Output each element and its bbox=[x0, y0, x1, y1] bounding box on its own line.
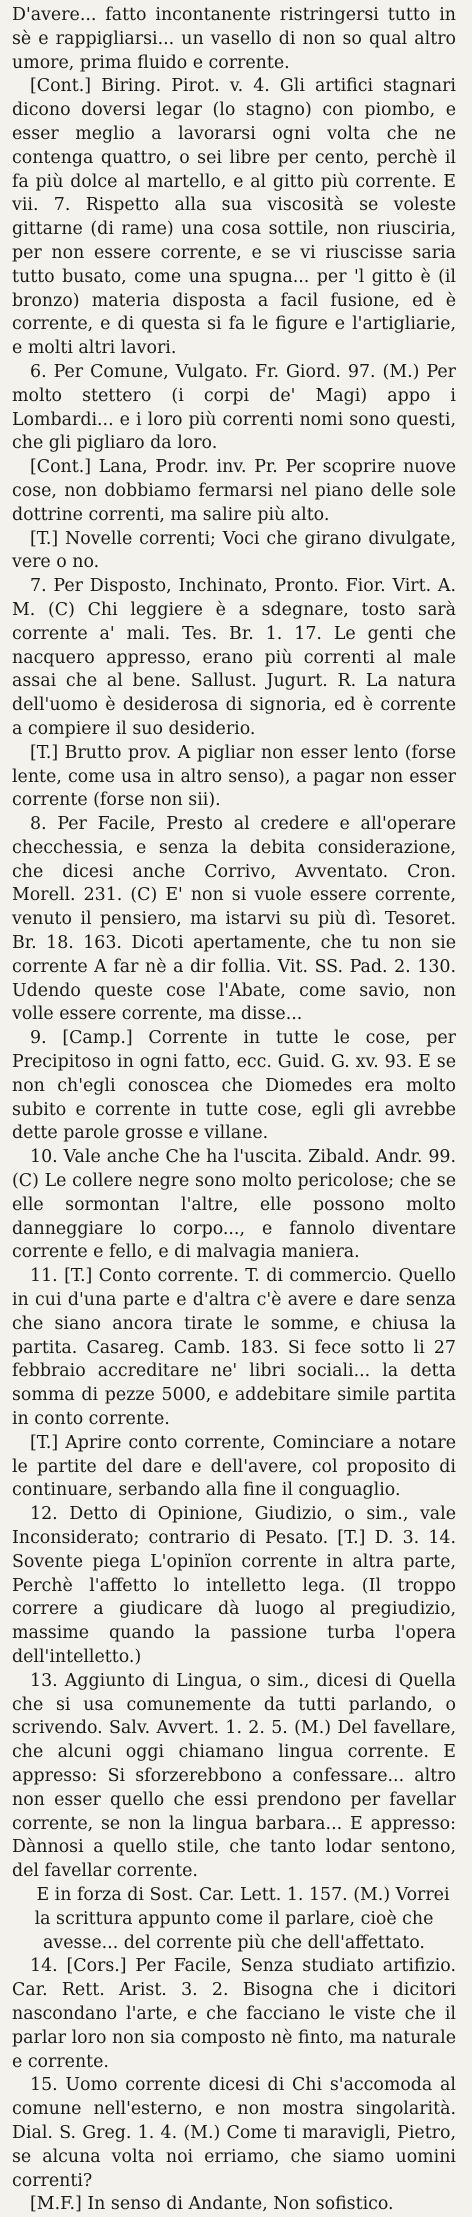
entry-6: 6. Per Comune, Vulgato. Fr. Giord. 97. (M.) Per molto stettero (i corpi de' Magi) appo i Lombardi... e i loro più correnti nomi sono questi, che gli pigliaro da loro. bbox=[12, 361, 456, 454]
entry-15: 15. Uomo corrente dicesi di Chi s'accomoda al comune nell'esterno, e non mostra singolarità. Dial. S. Greg. 1. 4. (M.) Come ti maravigli, Pietro, se alcuna volta noi erriamo, che siamo uomini correnti? bbox=[12, 2075, 456, 2191]
entry-10: 10. Vale anche Che ha l'uscita. Zibald. Andr. 99. (C) Le collere negre sono molto pericolose; che se elle sormontan l'altre, elle possono molto danneggiare lo corpo..., e fannolo diventare corrente e fello, e di malvagia maniera. bbox=[12, 1147, 456, 1263]
text-paragraph-18: [M.F.] In senso di Andante, Non sofistico. bbox=[30, 2194, 394, 2215]
entry-9: 9. [Camp.] Corrente in tutte le cose, per Precipitoso in ogni fatto, ecc. Guid. G. xv. 93. E se non ch'egli conoscea che Diomedes era molto subito e corrente in tutte cose, egli gli avrebbe dette parole grosse e villane. bbox=[12, 1028, 456, 1144]
text-paragraph-5: [T.] Novelle correnti; Voci che girano divulgate, vere o no. bbox=[12, 528, 456, 573]
entry-13: 13. Aggiunto di Lingua, o sim., dicesi di Quella che si usa comunemente da tutti parlando, o scrivendo. Salv. Avvert. 1. 2. 5. (M.) Del favellare, che alcuni oggi chiamano lingua corrente. E appresso: Si sforzerebbono a confessare... altro non esser quello che essi prendono per favellar corrente, se non la lingua barbara... E appresso: Dànnosi a quello stile, che tanto lodar sentono, del favellar corrente. bbox=[12, 1670, 456, 1882]
text-paragraph-7: [T.] Brutto prov. A pigliar non esser lento (forse lente, come usa in altro senso), a pagar non esser corrente (forse non sii). bbox=[12, 742, 456, 811]
text-paragraph-2: [Cont.] Biring. Pirot. v. 4. Gli artifici stagnari dicono doversi legar (lo stagno) con piombo, e esser meglio a lavorarsi ogni volta che ne contenga quattro, o sei libre per cento, perchè il fa più dolce al martello, e al gitto più corrente. E vii. 7. Rispetto alla sua viscosità se voleste gittarne (di rame) una cosa sottile, non riusciria, per non essere corrente, e se vi riuscisse saria tutto busato, come una spugna... per 'l gitto è (il bronzo) materia disposta a facil fusione, ed è corrente, e di questa si fa le figure e l'artigliarie, e molti altri lavori. bbox=[12, 76, 456, 359]
entry-8: 8. Per Facile, Presto al credere e all'operare checchessia, e senza la debita considerazione, che dicesi anche Corrivo, Avventato. Cron. Morell. 231. (C) E' non si vuole essere corrente, venuto il pensiero, ma istarvi su più dì. Tesoret. Br. 18. 163. Dicoti apertamente, che tu non sie corrente A far nè a dir follia. Vit. SS. Pad. 2. 130. Udendo queste cose l'Abate, come savio, non volle essere corrente, ma disse... bbox=[12, 814, 456, 1025]
entry-12: 12. Detto di Opinione, Giudizio, o sim., vale Inconsiderato; contrario di Pesato. [T.] D. 3. 14. Sovente piega L'opinïon corrente in altra parte, Perchè l'affetto lo intelletto lega. (Il troppo correre a giudicare dà luogo al pregiudizio, massime quando la passione turba l'opera dell'intelletto.) bbox=[12, 1504, 456, 1667]
text-paragraph-12: [T.] Aprire conto corrente, Cominciare a notare le partite del dare e dell'avere, col proposito di continuare, serbando alla fine il conguaglio. bbox=[12, 1432, 456, 1501]
entry-7: 7. Per Disposto, Inchinato, Pronto. Fior. Virt. A. M. (C) Chi leggiere è a sdegnare, tosto sarà corrente a' mali. Tes. Br. 1. 17. Le genti che nacquero appresso, erano più correnti al male assai che al bene. Sallust. Jugurt. R. La natura dell'uomo è desiderosa di signoria, ed è corrente a compiere il suo desiderio. bbox=[12, 576, 456, 739]
text-paragraph-1: D'avere... fatto incontanente ristringersi tutto in sè e rappigliarsi... un vasello di non so qual altro umore, prima fluido e corrente. bbox=[12, 5, 456, 73]
text-paragraph-4: [Cont.] Lana, Prodr. inv. Pr. Per scoprire nuove cose, non dobbiamo fermarsi nel piano delle sole dottrine correnti, ma salire più alto. bbox=[12, 457, 456, 525]
text-paragraph-15: E in forza di Sost. Car. Lett. 1. 157. (M.) Vorrei la scrittura appunto come il parlare, cioè che avesse... del corrente più che dell'affettato. bbox=[34, 1884, 450, 1953]
entry-14: 14. [Cors.] Per Facile, Senza studiato artifizio. Car. Rett. Arist. 3. 2. Bisogna che i dicitori nascondano l'arte, e che facciano le viste che il parlar loro non sia composto nè finto, ma naturale e corrente. bbox=[12, 1956, 456, 2072]
entry-11: 11. [T.] Conto corrente. T. di commercio. Quello in cui d'una parte e d'altra c'è avere e dare senza che siano ancora tirate le somme, e chiusa la partita. Casareg. Camb. 183. Si fece sotto li 27 febbraio accreditare ne' libri sociali... la detta somma di pezze 5000, e addebitare simile partita in conto corrente. bbox=[12, 1266, 456, 1430]
